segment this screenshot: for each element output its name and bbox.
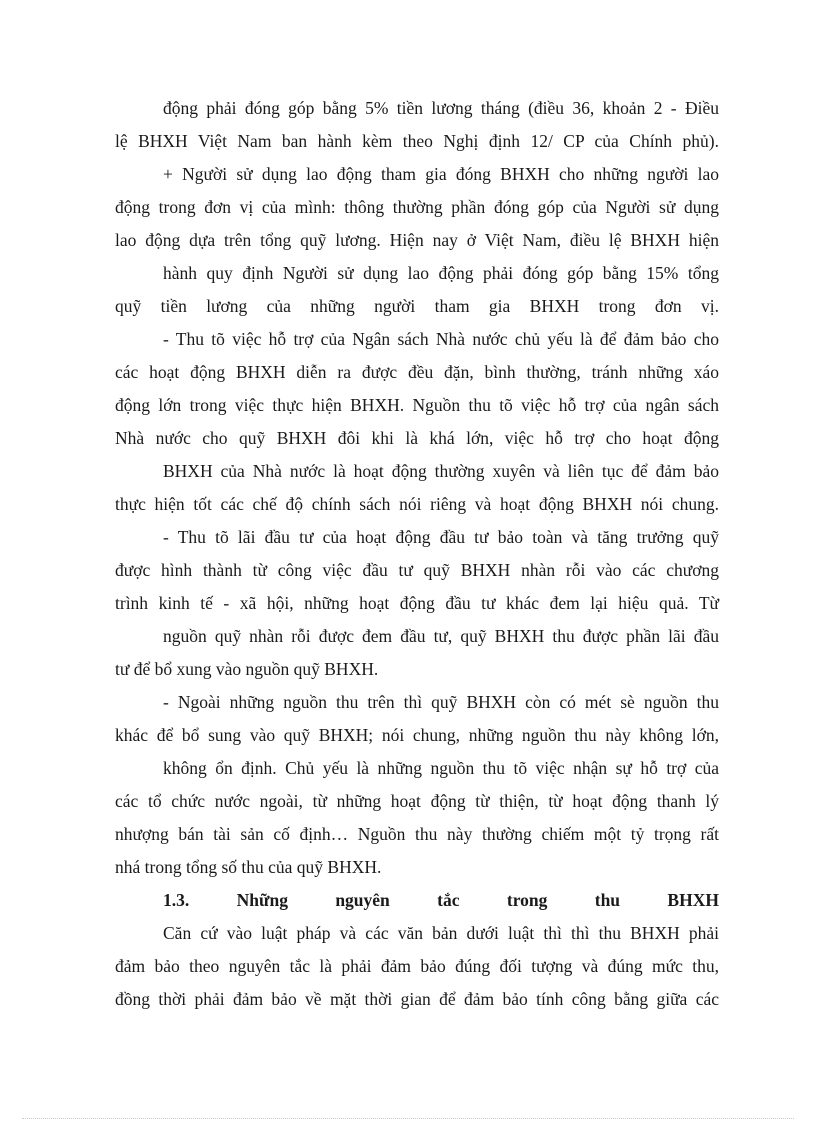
text-line: - Thu tõ lãi đầu tư của hoạt động đầu tư bảo toàn và tăng trưởng quỹ [163, 527, 719, 547]
text-line: khác để bổ sung vào quỹ BHXH; nói chung, những nguồn thu này không lớn, [115, 725, 719, 745]
text-line: Căn cứ vào luật pháp và các văn bản dưới luật thì thì thu BHXH phải [163, 923, 719, 943]
text-line: nhượng bán tài sản cố định… Nguồn thu này thường chiếm một tỷ trọng rất [115, 824, 719, 844]
text-line: - Thu tõ việc hỗ trợ của Ngân sách Nhà nước chủ yếu là để đảm bảo cho [163, 329, 719, 349]
text-line: đồng thời phải đảm bảo về mặt thời gian để đảm bảo tính công bằng giữa các [115, 989, 719, 1009]
text-line: động trong đơn vị của mình: thông thường phần đóng góp của Người sử dụng [115, 197, 719, 217]
text-line: các hoạt động BHXH diễn ra được đều đặn, bình thường, tránh những xáo [115, 362, 719, 382]
text-line: tư để bổ xung vào nguồn quỹ BHXH. [115, 659, 379, 679]
text-line: - Ngoài những nguồn thu trên thì quỹ BHXH còn có mét sè nguồn thu [163, 692, 719, 712]
heading-number: 1.3. [163, 890, 190, 910]
heading-word: thu [594, 890, 621, 910]
text-line: quỹ tiền lương của những người tham gia BHXH trong đơn vị. [115, 296, 719, 316]
text-line: thực hiện tốt các chế độ chính sách nói riêng và hoạt động BHXH nói chung. [115, 494, 719, 514]
text-line: lao động dựa trên tổng quỹ lương. Hiện nay ở Việt Nam, điều lệ BHXH hiện [115, 230, 719, 250]
text-line: động lớn trong việc thực hiện BHXH. Nguồn thu tõ việc hỗ trợ của ngân sách [115, 395, 719, 415]
text-line: trình kinh tế - xã hội, những hoạt động đầu tư khác đem lại hiệu quả. Từ [115, 593, 719, 613]
text-line: động phải đóng góp bằng 5% tiền lương tháng (điều 36, khoản 2 - Điều [163, 98, 719, 118]
text-line: nhá trong tổng số thu của quỹ BHXH. [115, 857, 382, 877]
footer-rule [22, 1118, 794, 1119]
heading-word: trong [506, 890, 548, 910]
text-line: Nhà nước cho quỹ BHXH đôi khi là khá lớn, việc hỗ trợ cho hoạt động [115, 428, 719, 448]
text-line: đảm bảo theo nguyên tắc là phải đảm bảo đúng đối tượng và đúng mức thu, [115, 956, 719, 976]
heading-word: Những [236, 890, 288, 910]
heading-word: BHXH [667, 890, 719, 910]
heading-word: tắc [437, 890, 460, 910]
heading-word: nguyên [335, 890, 390, 910]
section-heading [163, 890, 719, 910]
text-line: các tổ chức nước ngoài, từ những hoạt động từ thiện, từ hoạt động thanh lý [115, 791, 719, 811]
text-line: BHXH của Nhà nước là hoạt động thường xuyên và liên tục để đảm bảo [163, 461, 719, 481]
text-line: không ổn định. Chủ yếu là những nguồn thu tõ việc nhận sự hỗ trợ của [163, 758, 719, 778]
text-line: + Người sử dụng lao động tham gia đóng BHXH cho những người lao [163, 164, 719, 184]
text-line: nguồn quỹ nhàn rỗi được đem đầu tư, quỹ BHXH thu được phần lãi đầu [163, 626, 719, 646]
text-line: được hình thành từ công việc đầu tư quỹ BHXH nhàn rỗi vào các chương [115, 560, 719, 580]
text-line: hành quy định Người sử dụng lao động phải đóng góp bằng 15% tổng [163, 263, 719, 283]
text-line: lệ BHXH Việt Nam ban hành kèm theo Nghị định 12/ CP của Chính phủ). [115, 131, 719, 151]
